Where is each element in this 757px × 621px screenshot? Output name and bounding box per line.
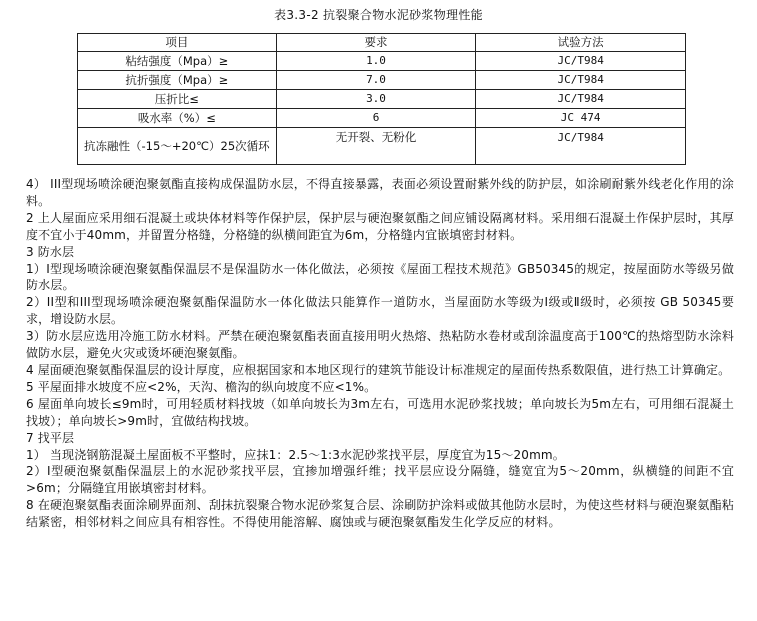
paragraph: 8 在硬泡聚氨酯表面涂刷界面剂、刮抹抗裂聚合物水泥砂浆复合层、涂刷防护涂料或做其他防水层时，为使这些材料与硬泡聚氨酯粘结紧密，相邻材料之间应具有相容性。不得使用能溶解、腐蚀或与硬泡聚氨酯发生化学反应的材料。	[26, 498, 734, 530]
table-row	[78, 128, 686, 165]
paragraph: 5 平屋面排水坡度不应<2%，天沟、檐沟的纵向坡度不应<1%。	[26, 379, 377, 394]
table-cell-item: 抗折强度（Mpa）≥	[78, 71, 277, 90]
column-header: 项目	[78, 34, 277, 52]
paragraph: 3）防水层应选用冷施工防水材料。严禁在硬泡聚氨酯表面直接用明火热熔、热粘防水卷材或刮涂温度高于100℃的热熔型防水涂料做防水层，避免火灾或烫坏硬泡聚氨酯。	[26, 329, 734, 361]
table-cell-requirement: 7.0	[276, 71, 476, 90]
column-header: 要求	[276, 34, 476, 52]
table-cell-item: 吸水率（%）≤	[78, 109, 277, 128]
table-caption: 表3.3-2 抗裂聚合物水泥砂浆物理性能	[274, 8, 483, 22]
table-cell-item: 抗冻融性（-15～+20℃）25次循环	[78, 128, 277, 165]
table-cell-method: JC/T984	[476, 128, 686, 165]
section-heading: 3 防水层	[26, 244, 75, 259]
table-row	[78, 90, 686, 109]
column-header: 试验方法	[476, 34, 686, 52]
paragraph: 2）I型硬泡聚氨酯保温层上的水泥砂浆找平层，宜掺加增强纤维；找平层应设分隔缝，缝宽宜为5～20mm，纵横缝的间距不宜>6m；分隔缝宜用嵌填密封材料。	[26, 464, 734, 496]
paragraph: 1）I型现场喷涂硬泡聚氨酯保温层不是保温防水一体化做法，必须按《屋面工程技术规范》GB50345的规定，按屋面防水等级另做防水层。	[26, 261, 734, 293]
paragraph: 4 屋面硬泡聚氨酯保温层的设计厚度，应根据国家和本地区现行的建筑节能设计标准规定的屋面传热系数限值，进行热工计算确定。	[26, 362, 731, 377]
table-row	[78, 109, 686, 128]
paragraph: 2）II型和III型现场喷涂硬泡聚氨酯保温防水一体化做法只能算作一道防水，当屋面防水等级为Ⅰ级或Ⅱ级时，必须按 GB 50345要求，增设防水层。	[26, 295, 734, 327]
paragraph: 4） III型现场喷涂硬泡聚氨酯直接构成保温防水层，不得直接暴露，表面必须设置耐紫外线的防护层，如涂刷耐紫外线老化作用的涂料。	[26, 177, 734, 208]
table-cell-method: JC/T984	[476, 52, 686, 71]
table-row	[78, 71, 686, 90]
table-cell-requirement: 3.0	[276, 90, 476, 109]
table-cell-requirement: 1.0	[276, 52, 476, 71]
table-header-row	[78, 34, 686, 52]
table-cell-method: JC/T984	[476, 90, 686, 109]
body-text	[26, 176, 734, 531]
table-cell-method: JC/T984	[476, 71, 686, 90]
paragraph: 2 上人屋面应采用细石混凝土或块体材料等作保护层，保护层与硬泡聚氨酯之间应铺设隔离材料。采用细石混凝土作保护层时，其厚度不宜小于40mm，并留置分格缝，分格缝的纵横间距宜为6m，分格缝内宜嵌填密封材料。	[26, 210, 734, 242]
paragraph: 1） 当现浇钢筋混凝土屋面板不平整时，应抹1：2.5～1:3水泥砂浆找平层，厚度宜为15～20mm。	[26, 447, 565, 462]
table-cell-requirement: 6	[276, 109, 476, 128]
table-cell-item: 压折比≤	[78, 90, 277, 109]
table-cell-requirement: 无开裂、无粉化	[276, 128, 476, 165]
paragraph: 6 屋面单向坡长≤9m时，可用轻质材料找坡（如单向坡长为3m左右，可选用水泥砂浆找坡；单向坡长为5m左右，可用细石混凝土找坡）；单向坡长>9m时，宜做结构找坡。	[26, 396, 734, 428]
table-cell-item: 粘结强度（Mpa）≥	[78, 52, 277, 71]
section-heading: 7 找平层	[26, 430, 75, 445]
table-cell-method: JC 474	[476, 109, 686, 128]
properties-table	[77, 33, 686, 165]
table-row	[78, 52, 686, 71]
